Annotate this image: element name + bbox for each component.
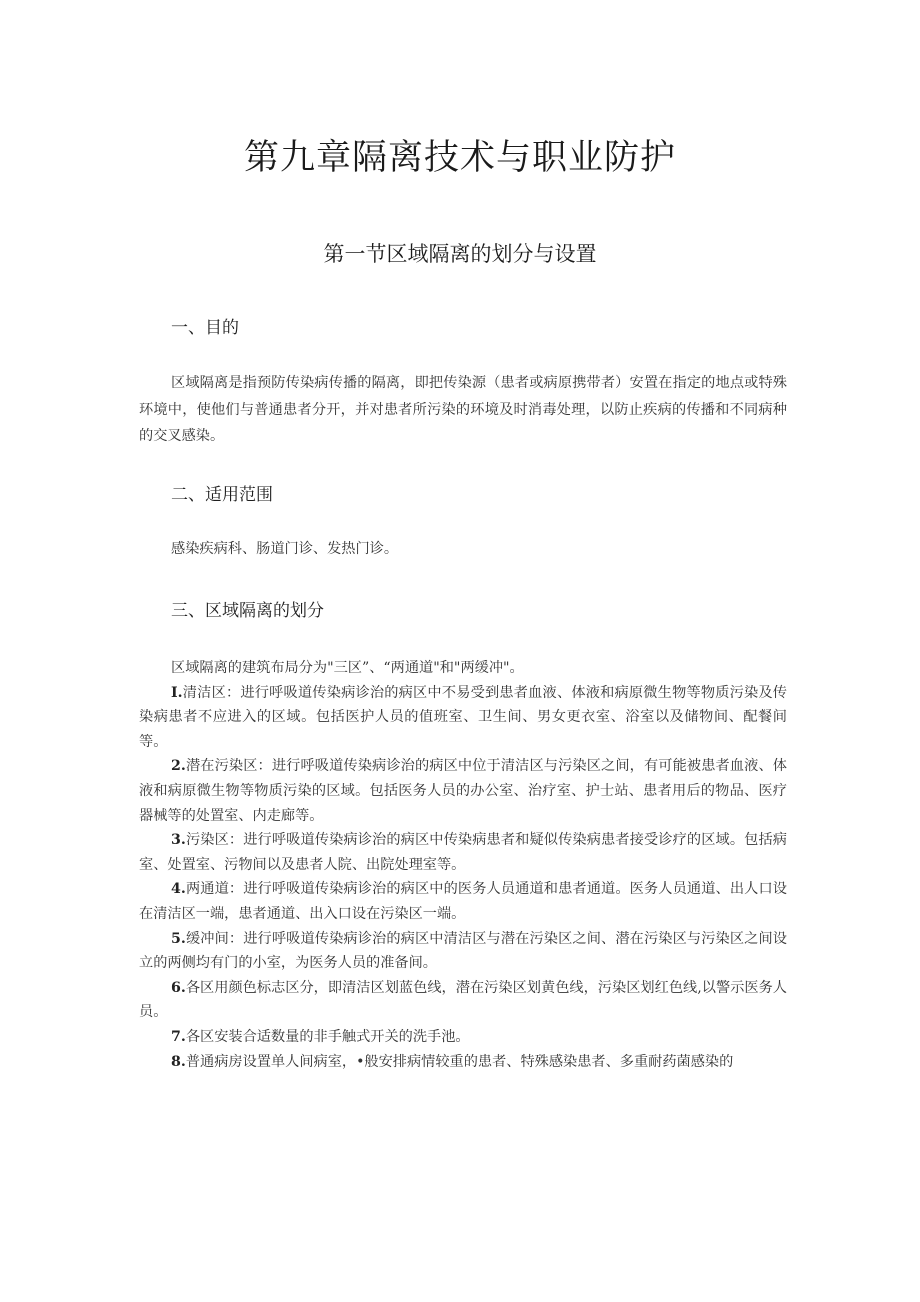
chapter-title: 第九章隔离技术与职业防护 [243, 138, 676, 178]
section-title: 第一节区域隔离的划分与设置 [323, 242, 597, 266]
item-text: 普通病房设置单人间病室，•般安排病情较重的患者、特殊感染患者、多重耐药菌感染的 [185, 1053, 734, 1070]
item-text: 缓冲间：进行呼吸道传染病诊治的病区中清洁区与潜在污染区之间、潜在污染区与污染区之间设立的两侧均有门的小室，为医务人员的准备间。 [139, 930, 787, 972]
item-number: 6. [171, 979, 186, 996]
list-item [139, 976, 787, 1025]
list-item [139, 681, 787, 755]
item-text: 各区安装合适数量的非手触式开关的洗手池。 [185, 1028, 470, 1045]
heading-scope: 二、适用范围 [171, 485, 273, 505]
item-number: I. [171, 684, 183, 701]
list-item [139, 828, 787, 877]
item-number: 8. [171, 1053, 186, 1070]
item-number: 3. [171, 832, 186, 849]
item-number: 4. [171, 881, 186, 898]
division-list [139, 656, 787, 1074]
heading-division: 三、区域隔离的划分 [171, 601, 324, 621]
division-intro: 区域隔离的建筑布局分为"三区”、“两通道"和"两缓冲"。 [171, 660, 524, 676]
list-item [139, 877, 787, 926]
paragraph-scope: 感染疾病科、肠道门诊、发热门诊。 [171, 541, 399, 557]
item-text: 各区用颜色标志区分，即清洁区划蓝色线，潜在污染区划黄色线，污染区划红色线,以警示医务人员。 [139, 979, 787, 1021]
item-number: 5. [171, 930, 186, 947]
list-item [139, 1050, 787, 1075]
list-item [139, 927, 787, 976]
item-number: 7. [171, 1028, 186, 1045]
list-item [139, 1025, 787, 1050]
paragraph-purpose: 区域隔离是指预防传染病传播的隔离，即把传染源（患者或病原携带者）安置在指定的地点或特殊环境中，使他们与普通患者分开，并对患者所污染的环境及时消毒处理，以防止疾病的传播和不同病种的交叉感染。 [139, 375, 787, 444]
item-text: 潜在污染区：进行呼吸道传染病诊治的病区中位于清洁区与污染区之间，有可能被患者血液、体液和病原微生物等物质污染的区域。包括医务人员的办公室、治疗室、护士站、患者用后的物品、医疗器械等的处置室、内走廊等。 [139, 758, 787, 824]
heading-purpose: 一、目的 [171, 318, 239, 338]
list-item [139, 754, 787, 828]
item-text: 污染区：进行呼吸道传染病诊治的病区中传染病患者和疑似传染病患者接受诊疗的区域。包括病室、处置室、污物间以及患者人院、出院处理室等。 [139, 832, 787, 873]
item-number: 2. [171, 758, 186, 775]
item-text: 两通道：进行呼吸道传染病诊治的病区中的医务人员通道和患者通道。医务人员通道、出人口设在清洁区一端，患者通道、出入口设在污染区一端。 [139, 881, 787, 922]
item-text: 清洁区：进行呼吸道传染病诊治的病区中不易受到患者血液、体液和病原微生物等物质污染及传染病患者不应进入的区域。包括医护人员的值班室、卫生间、男女更衣室、浴室以及储物间、配餐间等。 [139, 684, 787, 750]
